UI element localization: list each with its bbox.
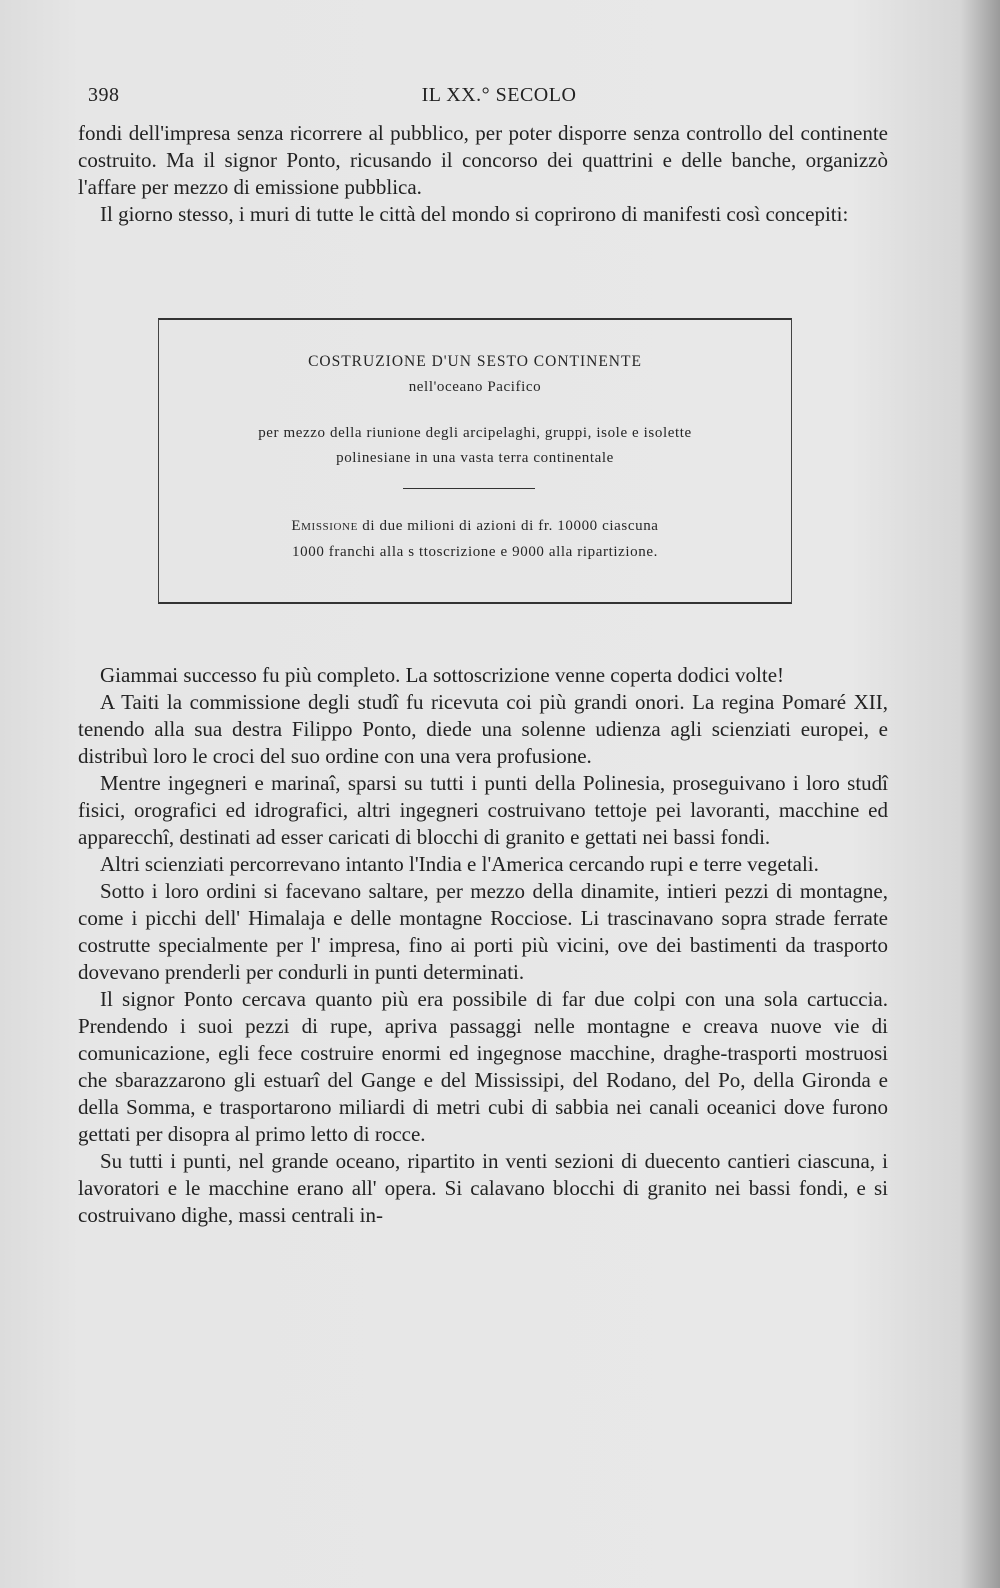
- notice-subscription: 1000 franchi alla s ttoscrizione e 9000 alla ripartizione.: [292, 544, 658, 560]
- body-text: [78, 662, 888, 1229]
- notice-subtitle: nell'oceano Pacifico: [408, 379, 542, 395]
- page-number: 398: [88, 84, 120, 106]
- notice-text: polinesiane in una vasta terra continentale: [336, 450, 614, 466]
- paragraph: Il giorno stesso, i muri di tutte le città del mondo si coprirono di manifesti così concepiti:: [100, 202, 849, 226]
- paragraph: Il signor Ponto cercava quanto più era possibile di far due colpi con una sola cartuccia. Prendendo i suoi pezzi di rupe, apriva passaggi nelle montagne e creava nuove vie di comunicazione, egli fece costruire enormi ed ingegnose macchine, draghe-trasporti mostruosi che sbarazzarono gli estuarî del Gange e del Mississipi, del Rodano, del Po, della Gironda e della Somma, e trasportarono miliardi di metri cubi di sabbia nei canali oceanici dove furono gettati per disopra al primo letto di rocce.: [78, 987, 888, 1146]
- paragraph: A Taiti la commissione degli studî fu ricevuta coi più grandi onori. La regina Pomaré XII, tenendo alla sua destra Filippo Ponto, diede una solenne udienza agli scienziati europei, e distribuì loro le croci del suo ordine con una vera profusione.: [78, 690, 888, 768]
- paragraph: Giammai successo fu più completo. La sottoscrizione venne coperta dodici volte!: [100, 663, 785, 687]
- emission-text: di due milioni di azioni di fr. 10000 ciascuna: [357, 518, 659, 534]
- divider: [403, 488, 535, 489]
- running-title: IL XX.° SECOLO: [421, 84, 577, 106]
- paragraph: Sotto i loro ordini si facevano saltare, per mezzo della dinamite, intieri pezzi di montagne, come i picchi dell' Himalaja e delle montagne Rocciose. Li trascinavano sopra strade ferrate costrutte specialmente per l' impresa, fino ai porti più vicini, ove dei bastimenti da trasporto dovevano prenderli per condurli in punti determinati.: [78, 879, 888, 984]
- notice-title: COSTRUZIONE D'UN SESTO CONTINENTE: [308, 353, 642, 370]
- paragraph: Mentre ingegneri e marinaî, sparsi su tutti i punti della Polinesia, proseguivano i loro studî fisici, orografici ed idrografici, altri ingegneri costruivano tettoje pei lavoranti, macchine ed apparecchî, destinati ad esser caricati di blocchi di granito e gettati nei bassi fondi.: [78, 771, 888, 849]
- public-notice-box: [158, 318, 792, 604]
- notice-emission: [159, 518, 791, 535]
- page-header: [88, 84, 880, 112]
- notice-text: per mezzo della riunione degli arcipelaghi, gruppi, isole e isolette: [258, 425, 692, 441]
- intro-text: [78, 120, 888, 228]
- paragraph: Su tutti i punti, nel grande oceano, ripartito in venti sezioni di duecento cantieri ciascuna, i lavoratori e le macchine erano all' opera. Si calavano blocchi di granito nei bassi fondi, e si costruivano dighe, massi centrali in-: [78, 1149, 888, 1227]
- paragraph: fondi dell'impresa senza ricorrere al pubblico, per poter disporre senza controllo del continente costruito. Ma il signor Ponto, ricusando il concorso dei quattrini e delle banche, organizzò l'affare per mezzo di emissione pubblica.: [78, 121, 888, 199]
- paragraph: Altri scienziati percorrevano intanto l'India e l'America cercando rupi e terre vegetali.: [100, 852, 819, 876]
- emission-label: Emissione: [291, 518, 358, 534]
